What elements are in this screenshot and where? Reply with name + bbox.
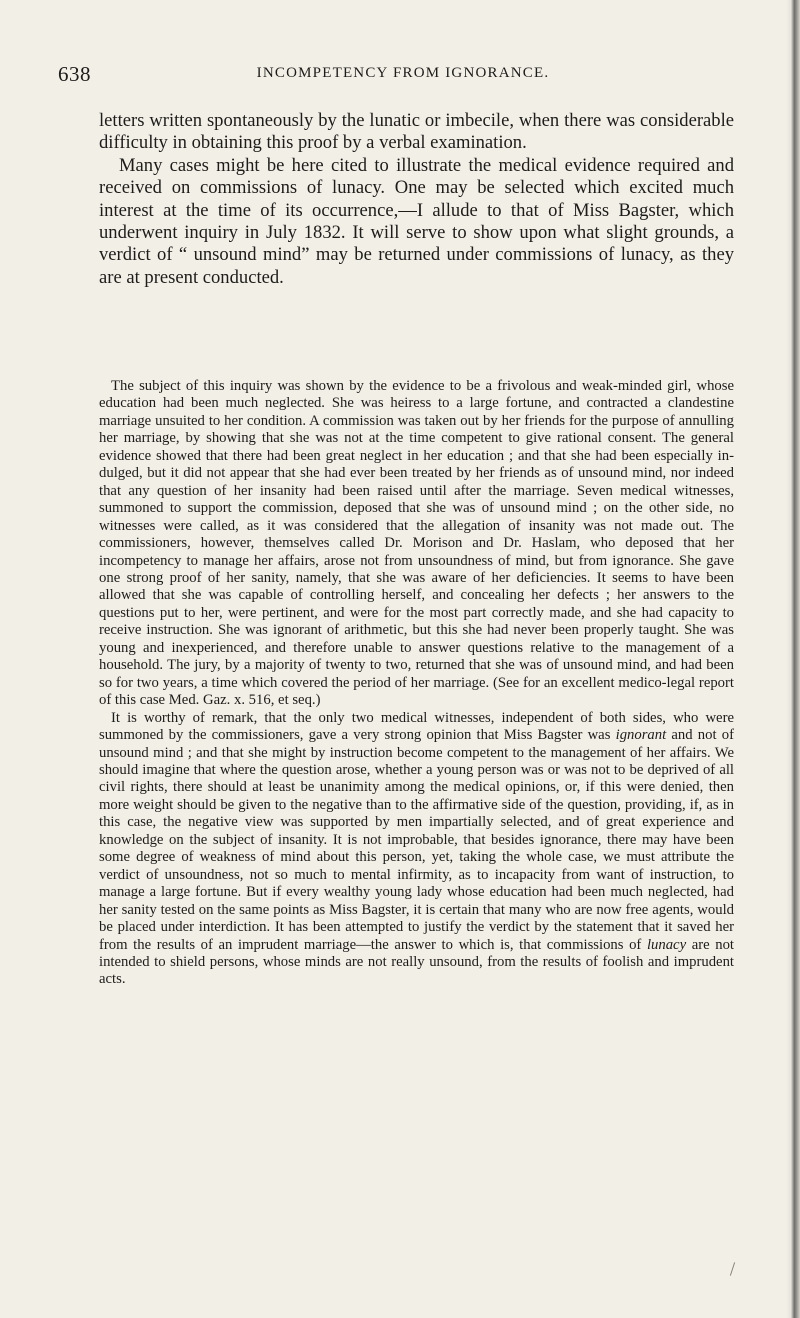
footnote-text: It is worthy of remark, that the only two medical witnesses, independent of both sides, who were summoned by the commissioners, gave a very strong opinion that Miss Bagster was	[99, 709, 734, 744]
main-text	[99, 110, 734, 289]
paragraph-bagster-intro: Many cases might be here cited to illustrate the medical evidence required and received on commissions of lunacy. One may be selected which excited much interest at the time of its occurrence,—I allude to that of Miss Bagster, which underwent inquiry in July 1832. It will serve to show upon what slight grounds, a verdict of “ unsound mind” may be returned under commissions of lunacy, as they are at present conducted.	[99, 154, 734, 288]
footnote	[99, 378, 734, 989]
footnote-text: and not of unsound mind ; and that she might by instruction become competent to the management of her affairs. We should imagine that where the question arose, whether a young person was or was not to be deprived of all civil rights, there should at least be unanimity among the medical opinions, or, if this were denied, then more weight should be given to the negative than to the affirmative side of the question, providing, if, as in this case, the negative view was supported by men impartially selected, and of great experience and knowledge on the subject of insanity. It is not improbable, that besides ignorance, there may have been some degree of weakness of mind about this person, yet, taking the whole case, we must attribute the verdict of unsoundness, not so much to mental infirmity, as to incapacity from want of instruction, to manage a large fortune. But if every wealthy young lady whose education had been much neglected, had her sanity tested on the same points as Miss Bagster, it is certain that many who are now free agents, would be placed under interdiction. It has been attempted to justify the verdict by the statement that it saved her from the results of an imprudent marriage—the answer to which is, that commissions of	[99, 727, 734, 953]
page-header	[58, 62, 718, 88]
paragraph-continuation: letters written spontaneously by the lunatic or imbecile, when there was considerable difficulty in obtaining this proof by a verbal examination.	[99, 110, 734, 154]
footnote-paragraph-case: The subject of this inquiry was shown by the evidence to be a frivolous and weak-minded girl, whose education had been much neglected. She was heiress to a large fortune, and contracted a clandestine marriage unsuited to her condition. A commission was taken out by her friends for the purpose of annulling her marriage, by showing that she was not at the time competent to give rational consent. The general evidence showed that there had been great neglect in her education ; and that she had been especially indulged, but it did not appear that she had ever been treated by her friends as of unsound mind, nor indeed that any question of her insanity had been raised until after the marriage. Seven medical witnesses, summoned to support the commission, deposed that she was of unsound mind ; on the other side, no witnesses were called, as it was considered that the allegation of insanity was not made out. The commissioners, however, themselves called Dr. Morison and Dr. Haslam, who deposed that her incompetency to manage her affairs, arose not from unsoundness of mind, but from ignorance. She gave one strong proof of her sanity, namely, that she was aware of her deficiencies. It seems to have been allowed that she was capable of controlling herself, and concealing her defects ; her answers to the questions put to her, were pertinent, and were for the most part correctly made, and she had capacity to receive instruction. She was ignorant of arithmetic, but this she had never been properly taught. She was young and inexperienced, and therefore unable to answer questions relative to the management of a household. The jury, by a majority of twenty to two, returned that she was of unsound mind, and had been so for two years, a time which covered the period of her marriage. (See for an excellent medico-legal report of this case Med. Gaz. x. 516, et seq.)	[99, 378, 734, 709]
running-title: INCOMPETENCY FROM IGNORANCE.	[256, 65, 550, 81]
footnote-italic-ignorant: ignorant	[615, 727, 667, 744]
footnote-paragraph-remark	[99, 710, 734, 989]
stray-mark	[730, 1262, 735, 1276]
page-edge-shadow	[786, 0, 800, 1318]
page-number: 638	[58, 62, 91, 86]
footnote-text: are not intended to shield persons, whose minds are not really unsound, from the results of foolish and imprudent acts.	[99, 936, 734, 988]
footnote-italic-lunacy: lunacy	[646, 936, 687, 953]
